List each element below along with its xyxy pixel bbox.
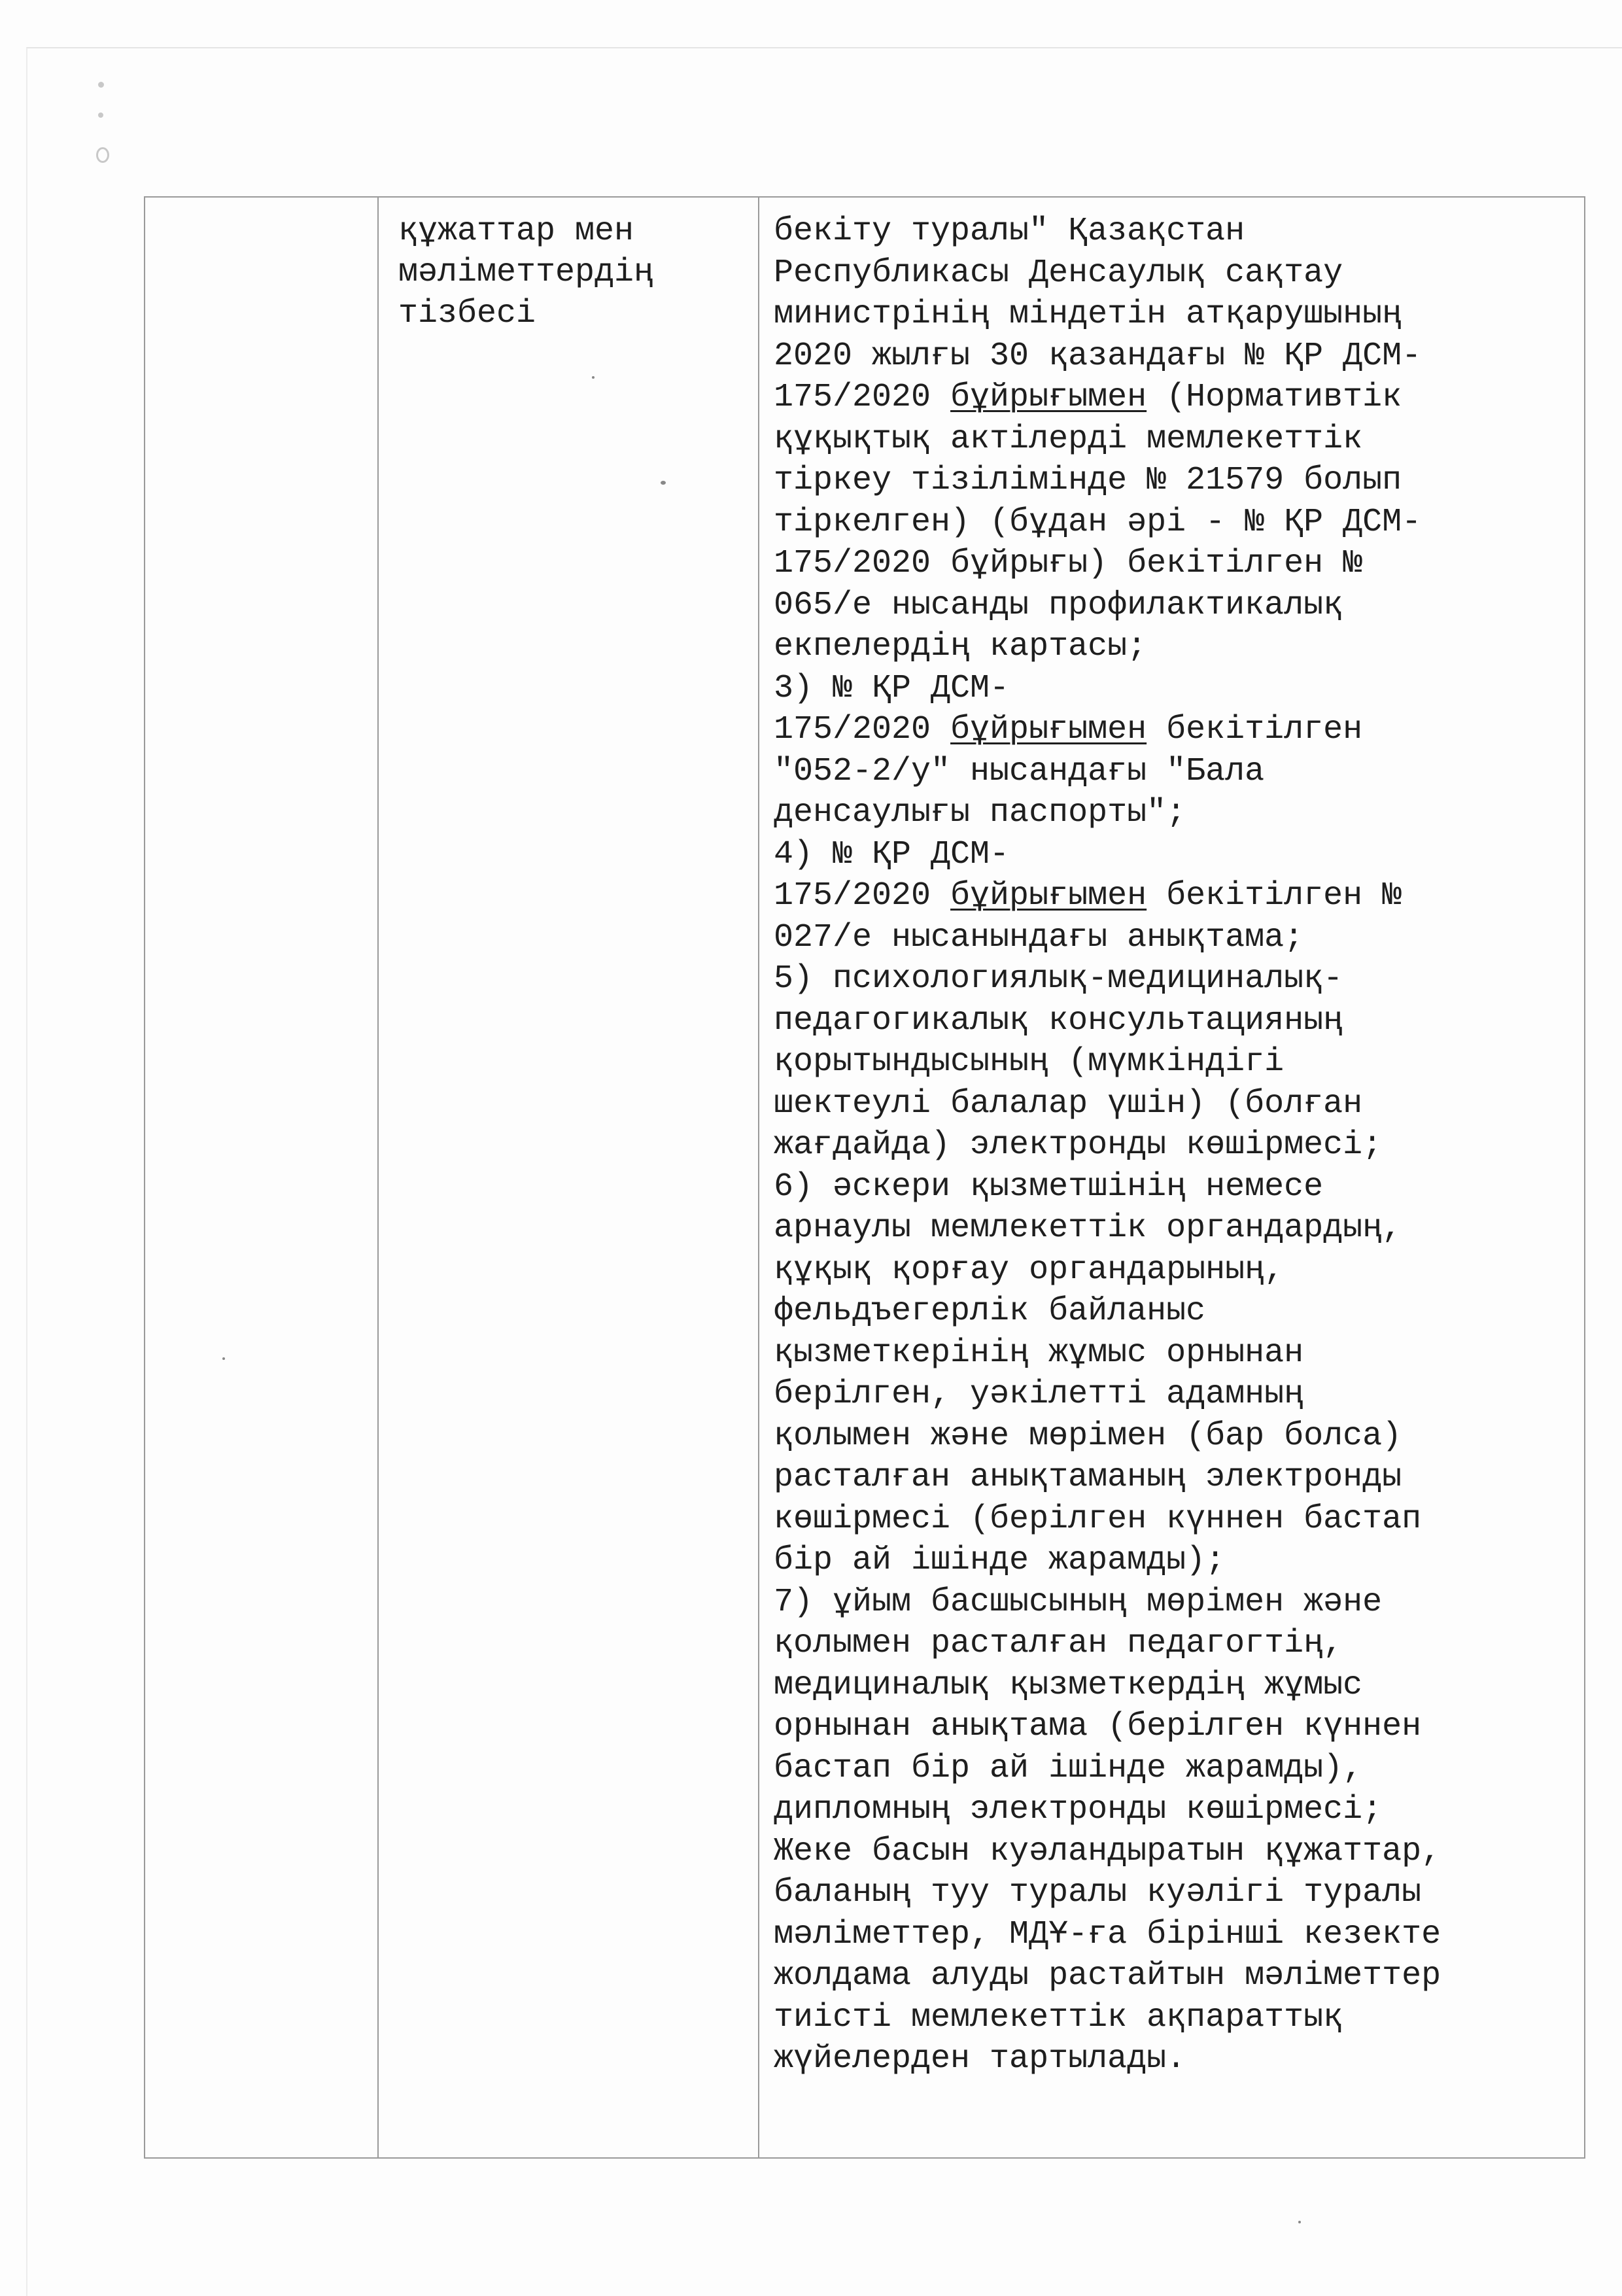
text-segment: педагогикалық консультацияның bbox=[774, 1001, 1343, 1039]
text-segment: тиісті мемлекеттік ақпараттық bbox=[774, 1998, 1343, 2036]
text-line bbox=[774, 875, 1579, 917]
text-segment: қолымен және мөрімен (бар болса) bbox=[774, 1417, 1402, 1455]
text-line bbox=[774, 958, 1579, 1000]
text-line bbox=[774, 1291, 1579, 1332]
text-line bbox=[774, 626, 1579, 668]
text-line bbox=[774, 211, 1579, 252]
text-segment: 6) әскери қызметшінің немесе bbox=[774, 1168, 1324, 1206]
text-line bbox=[774, 252, 1579, 294]
text-segment: арнаулы мемлекеттік органдардың, bbox=[774, 1209, 1402, 1247]
text-line bbox=[774, 336, 1579, 377]
punch-hole-mark bbox=[98, 82, 104, 88]
text-line bbox=[774, 1416, 1579, 1457]
text-line bbox=[774, 294, 1579, 336]
text-line bbox=[774, 1789, 1579, 1831]
text-segment: қолымен расталған педагогтің, bbox=[774, 1625, 1343, 1662]
text-line bbox=[774, 1249, 1579, 1291]
text-segment: 065/е нысанды профилактикалық bbox=[774, 586, 1343, 624]
text-line bbox=[774, 1997, 1579, 2039]
text-line bbox=[774, 1457, 1579, 1499]
text-line bbox=[774, 709, 1579, 751]
text-segment: баланың туу туралы куәлігі туралы bbox=[774, 1874, 1422, 1911]
text-segment: бекітілген № bbox=[1147, 877, 1402, 914]
text-segment: бір ай ішінде жарамды); bbox=[774, 1542, 1226, 1579]
text-segment: қызметкерінің жұмыс орнынан bbox=[774, 1334, 1304, 1372]
text-segment: медициналық қызметкердің жұмыс bbox=[774, 1666, 1363, 1704]
text-segment: 4) № ҚР ДСМ- bbox=[774, 835, 1010, 873]
text-line bbox=[774, 1955, 1579, 1997]
text-line bbox=[774, 1374, 1579, 1416]
text-line bbox=[774, 1831, 1579, 1873]
text-line bbox=[774, 1623, 1579, 1665]
text-line bbox=[774, 377, 1579, 419]
text-line bbox=[774, 1124, 1579, 1166]
punch-hole-mark bbox=[96, 147, 109, 163]
text-line bbox=[774, 543, 1579, 585]
text-line bbox=[774, 751, 1579, 793]
text-line bbox=[774, 917, 1579, 959]
text-line bbox=[774, 1208, 1579, 1249]
text-segment: жолдама алуды растайтын мәліметтер bbox=[774, 1957, 1441, 1994]
text-line bbox=[774, 1332, 1579, 1374]
text-line bbox=[774, 502, 1579, 544]
text-segment: бекіту туралы" Қазақстан bbox=[774, 213, 1245, 250]
text-segment: 5) психологиялық-медициналық- bbox=[774, 960, 1343, 998]
text-segment: тіркелген) (бұдан әрі - № ҚР ДСМ- bbox=[774, 503, 1422, 541]
text-segment: жүйелерден тартылады. bbox=[774, 2040, 1186, 2078]
text-segment: Республикасы Денсаулық сақтау bbox=[774, 254, 1343, 292]
text-segment: құқықтық актілерді мемлекеттік bbox=[774, 420, 1363, 458]
text-segment: мәліметтер, МДҰ-ға бірінші кезекте bbox=[774, 1915, 1441, 1953]
text-line bbox=[774, 1083, 1579, 1125]
text-segment: 175/2020 bbox=[774, 877, 951, 914]
text-line bbox=[774, 792, 1579, 834]
text-segment: 7) ұйым басшысының мөрімен және bbox=[774, 1583, 1383, 1621]
order-link[interactable]: бұйрығымен bbox=[950, 379, 1147, 416]
order-link[interactable]: бұйрығымен bbox=[950, 711, 1147, 748]
text-segment: құқық қорғау органдарының, bbox=[774, 1251, 1285, 1289]
text-segment: 2020 жылғы 30 қазандағы № ҚР ДСМ- bbox=[774, 337, 1422, 375]
text-line bbox=[774, 2038, 1579, 2080]
content-text bbox=[759, 198, 1584, 2080]
text-segment: бекітілген bbox=[1147, 711, 1363, 748]
text-line bbox=[774, 460, 1579, 502]
label-text bbox=[379, 198, 758, 334]
text-segment: фельдъегерлік байланыс bbox=[774, 1293, 1206, 1330]
label-cell bbox=[378, 197, 759, 2158]
text-line bbox=[774, 834, 1579, 876]
empty-number-cell bbox=[145, 197, 378, 2158]
text-segment: 3) № ҚР ДСМ- bbox=[774, 669, 1010, 707]
text-segment: екпелердің картасы; bbox=[774, 628, 1147, 665]
text-line bbox=[774, 1166, 1579, 1208]
text-line bbox=[774, 419, 1579, 461]
text-segment: министрінің міндетін атқарушының bbox=[774, 296, 1402, 333]
text-line bbox=[774, 1748, 1579, 1790]
text-line bbox=[774, 668, 1579, 710]
text-line bbox=[774, 1000, 1579, 1042]
text-segment: орнынан анықтама (берілген күннен bbox=[774, 1708, 1422, 1745]
punch-hole-mark bbox=[98, 113, 103, 118]
text-segment: қорытындысының (мүмкіндігі bbox=[774, 1043, 1285, 1081]
text-segment: тіркеу тізілімінде № 21579 болып bbox=[774, 462, 1402, 499]
text-segment: 175/2020 bbox=[774, 711, 951, 748]
text-segment: "052-2/у" нысандағы "Бала bbox=[774, 752, 1265, 790]
text-segment: расталған анықтаманың электронды bbox=[774, 1459, 1402, 1496]
text-line bbox=[774, 1540, 1579, 1582]
text-segment: денсаулығы паспорты"; bbox=[774, 794, 1186, 831]
document-table bbox=[144, 196, 1585, 2159]
text-line bbox=[774, 1041, 1579, 1083]
text-segment: жағдайда) электронды көшірмесі; bbox=[774, 1126, 1383, 1164]
order-link[interactable]: бұйрығымен bbox=[950, 877, 1147, 914]
text-segment: (Нормативтік bbox=[1147, 379, 1402, 416]
text-segment: 175/2020 бұйрығы) бекітілген № bbox=[774, 545, 1363, 582]
text-segment: 175/2020 bbox=[774, 379, 951, 416]
content-cell bbox=[759, 197, 1585, 2158]
text-line bbox=[774, 1499, 1579, 1540]
text-segment: дипломның электронды көшірмесі; bbox=[774, 1791, 1383, 1828]
label-line: құжаттар мен bbox=[398, 213, 634, 250]
label-line: мәліметтердің bbox=[398, 254, 654, 291]
text-line bbox=[774, 1914, 1579, 1956]
text-segment: Жеке басын куәландыратын құжаттар, bbox=[774, 1832, 1441, 1870]
text-segment: 027/е нысанындағы анықтама; bbox=[774, 918, 1304, 956]
text-line bbox=[774, 1582, 1579, 1624]
text-line bbox=[774, 1706, 1579, 1748]
text-segment: бастап бір ай ішінде жарамды), bbox=[774, 1749, 1363, 1787]
text-line bbox=[774, 1872, 1579, 1914]
text-segment: берілген, уәкілетті адамның bbox=[774, 1376, 1304, 1413]
text-segment: көшірмесі (берілген күннен бастап bbox=[774, 1500, 1422, 1538]
text-line bbox=[774, 585, 1579, 627]
table-row bbox=[145, 197, 1585, 2158]
label-line: тізбесі bbox=[398, 295, 536, 332]
scan-speck bbox=[1298, 2221, 1301, 2223]
text-segment: шектеулі балалар үшін) (болған bbox=[774, 1085, 1363, 1122]
text-line bbox=[774, 1665, 1579, 1707]
